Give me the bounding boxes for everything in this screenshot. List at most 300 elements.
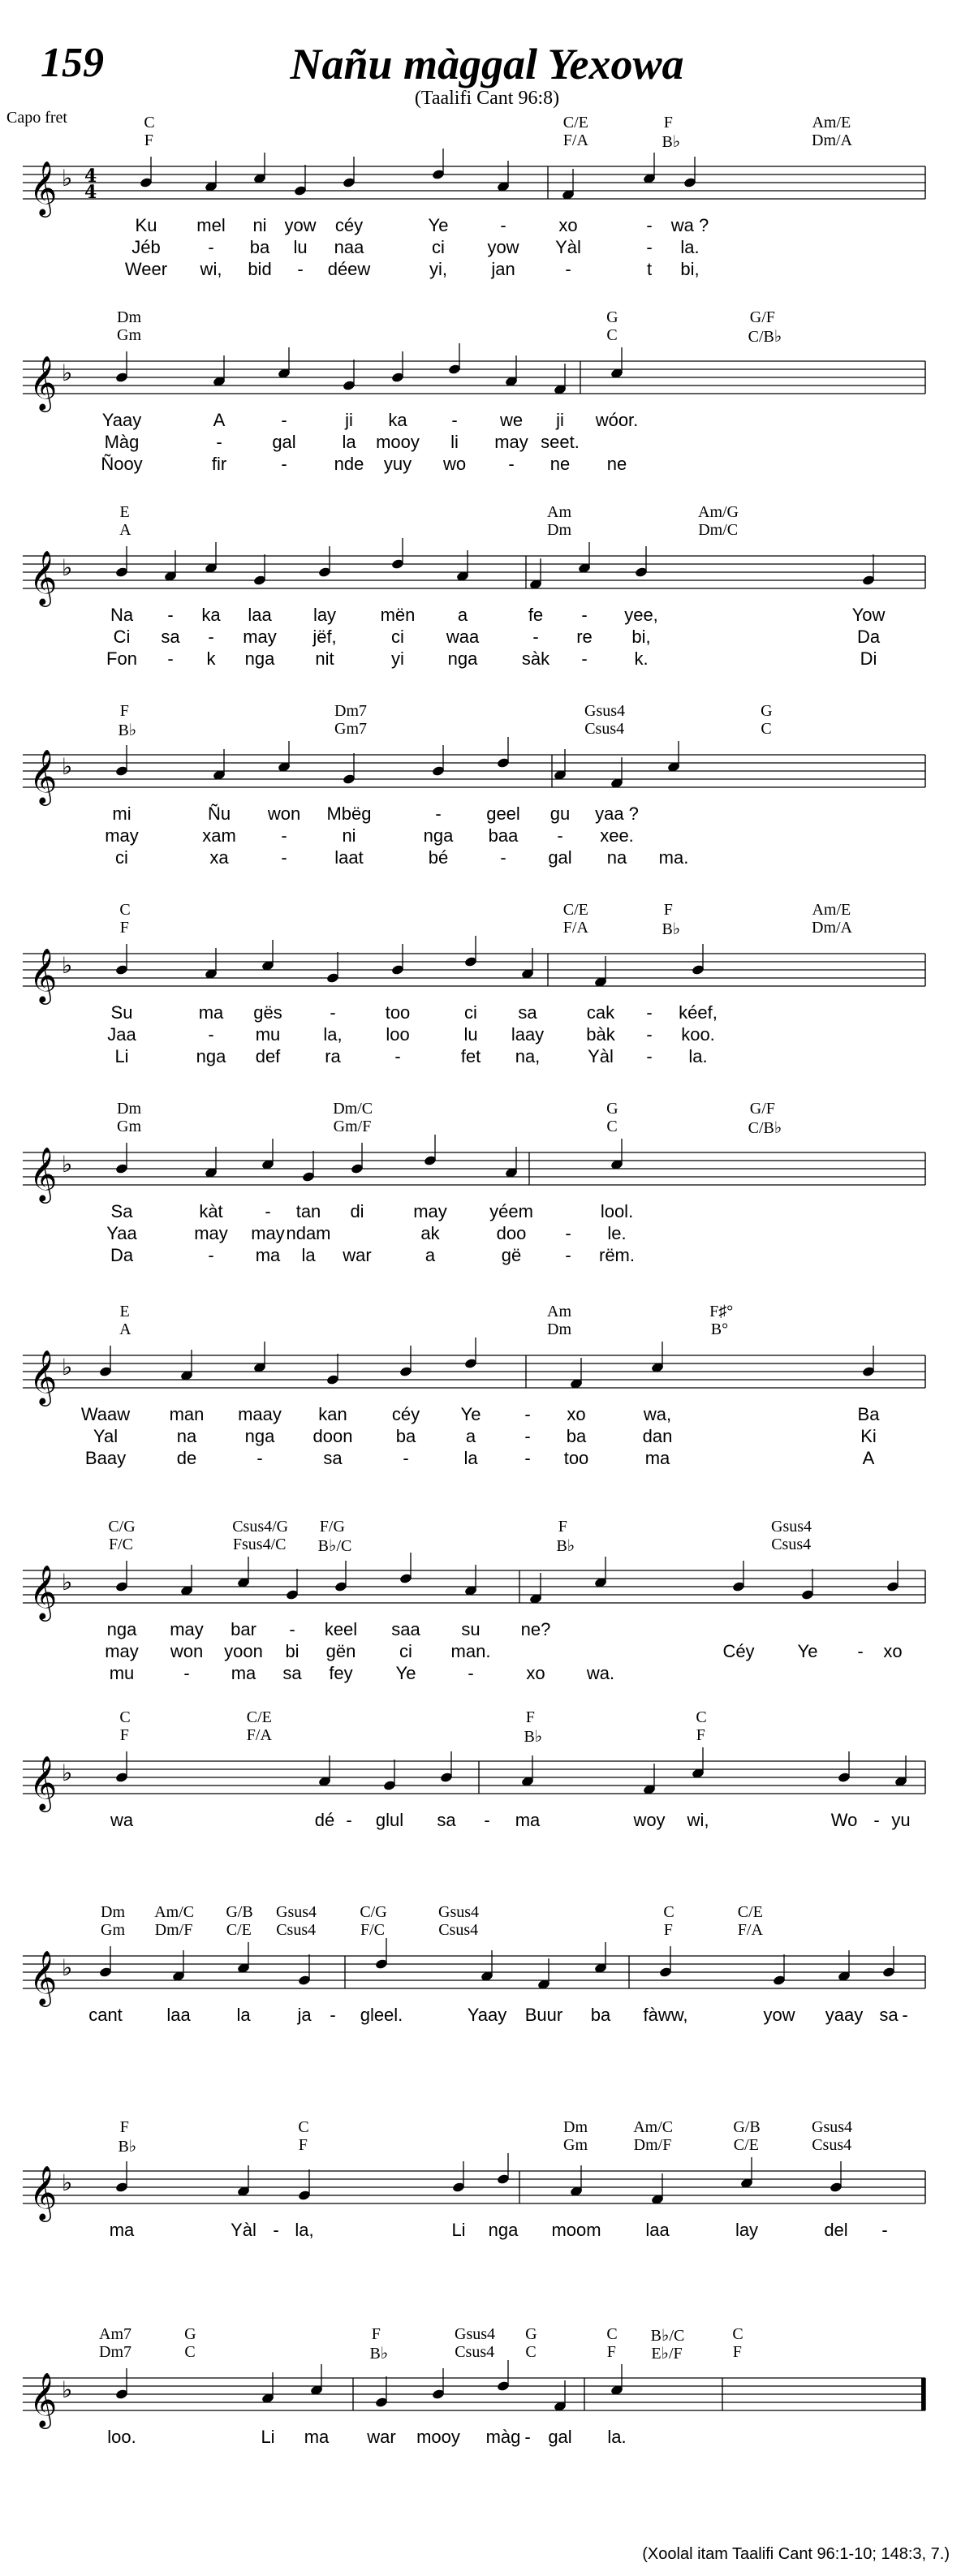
- lyric-syllable: may: [194, 1223, 228, 1243]
- lyric-syllable: fet: [460, 1046, 481, 1066]
- capo-chord-symbol: F: [663, 1921, 673, 1939]
- lyric-syllable: bar: [231, 1619, 256, 1639]
- lyric-syllable: yéem: [489, 1201, 533, 1221]
- lyric-syllable: déew: [327, 259, 371, 279]
- key-signature-flat-icon: ♭: [62, 360, 73, 386]
- lyric-syllable: dan: [642, 1426, 673, 1446]
- lyric-syllable: bi,: [680, 259, 700, 279]
- capo-chord-symbol: F: [119, 1726, 129, 1744]
- lyric-syllable: lu: [293, 237, 308, 257]
- music-system: [0, 1903, 974, 2066]
- lyric-syllable: nga: [106, 1619, 137, 1639]
- lyric-syllable: -: [394, 1046, 401, 1066]
- lyric-syllable: man.: [450, 1641, 491, 1661]
- lyric-syllable: rëm.: [599, 1245, 635, 1265]
- lyric-syllable: laa: [645, 2220, 670, 2240]
- lyric-syllable: nga: [244, 1426, 275, 1446]
- lyric-syllable: nit: [315, 648, 334, 669]
- lyric-syllable: wa ?: [670, 215, 709, 235]
- lyric-syllable: may: [494, 432, 528, 452]
- lyric-syllable: mu: [255, 1024, 281, 1045]
- lyric-syllable: ak: [420, 1223, 440, 1243]
- chord-symbol: B♭/C: [650, 2327, 685, 2345]
- lyric-syllable: -: [581, 648, 588, 669]
- capo-chord-symbol: Csus4: [438, 1921, 479, 1939]
- chord-symbol: F: [558, 1518, 567, 1536]
- lyric-syllable: bi: [285, 1641, 300, 1661]
- lyric-syllable: la.: [688, 1046, 708, 1066]
- lyric-syllable: mel: [196, 215, 226, 235]
- lyric-syllable: Mbëg: [326, 803, 372, 824]
- lyric-syllable: ji: [556, 410, 564, 430]
- lyric-syllable: la: [463, 1448, 478, 1468]
- music-system: [0, 308, 974, 474]
- lyric-syllable: ma: [255, 1245, 281, 1265]
- lyric-syllable: gës: [253, 1002, 282, 1023]
- lyric-syllable: Yaa: [106, 1223, 137, 1243]
- lyric-syllable: xo: [567, 1404, 586, 1424]
- chord-symbol: E: [119, 1303, 130, 1320]
- music-system: [0, 1518, 974, 1683]
- lyric-syllable: ma: [515, 1810, 541, 1830]
- lyric-syllable: wa.: [586, 1663, 615, 1683]
- lyric-syllable: A: [213, 410, 226, 430]
- capo-chord-symbol: B♭/C: [317, 1537, 352, 1555]
- lyric-syllable: -: [281, 454, 287, 474]
- lyric-syllable: wa,: [643, 1404, 672, 1424]
- lyric-syllable: céy: [334, 215, 364, 235]
- lyric-syllable: mooy: [416, 2427, 460, 2447]
- lyric-syllable: fey: [329, 1663, 353, 1683]
- lyric-syllable: lool.: [600, 1201, 634, 1221]
- capo-chord-symbol: Gm: [117, 326, 141, 344]
- capo-chord-symbol: C: [606, 1118, 618, 1135]
- chord-symbol: Am: [547, 1303, 571, 1320]
- lyric-syllable: seet.: [541, 432, 580, 452]
- capo-chord-symbol: Gm: [117, 1118, 141, 1135]
- lyric-syllable: nga: [196, 1046, 226, 1066]
- capo-chord-symbol: B♭: [662, 920, 681, 938]
- lyric-syllable: -: [508, 454, 515, 474]
- lyric-syllable: gu: [549, 803, 571, 824]
- capo-chord-symbol: F: [119, 919, 129, 937]
- lyric-syllable: maay: [238, 1404, 282, 1424]
- lyric-syllable: di: [350, 1201, 364, 1221]
- lyric-syllable: la: [236, 2005, 251, 2025]
- lyric-syllable: a: [425, 1245, 436, 1265]
- capo-chord-symbol: F: [696, 1726, 705, 1744]
- staff: [0, 1753, 974, 1850]
- lyric-syllable: ba: [249, 237, 270, 257]
- lyric-syllable: Buur: [524, 2005, 563, 2025]
- capo-chord-symbol: F/A: [562, 919, 588, 937]
- lyric-syllable: -: [273, 2220, 279, 2240]
- capo-chord-symbol: F: [144, 131, 153, 149]
- lyric-syllable: Li: [114, 1046, 129, 1066]
- music-system: [0, 2325, 974, 2488]
- chord-symbol: C/E: [562, 114, 588, 131]
- lyric-syllable: laa: [166, 2005, 191, 2025]
- chord-symbol: Gsus4: [811, 2118, 853, 2136]
- lyric-syllable: sa: [282, 1663, 302, 1683]
- treble-clef-icon: 𝄞: [29, 2371, 58, 2427]
- lyric-syllable: bé: [428, 847, 449, 868]
- lyric-syllable: ra: [325, 1046, 341, 1066]
- staff: [0, 2370, 974, 2467]
- lyric-syllable: xam: [202, 825, 236, 846]
- lyric-syllable: Yaay: [467, 2005, 507, 2025]
- lyric-syllable: war: [343, 1245, 372, 1265]
- lyric-syllable: -: [403, 1448, 409, 1468]
- lyric-syllable: ci: [432, 237, 445, 257]
- lyric-syllable: def: [255, 1046, 281, 1066]
- lyric-syllable: -: [524, 1448, 531, 1468]
- lyric-syllable: gën: [325, 1641, 356, 1661]
- lyric-syllable: Yal: [93, 1426, 119, 1446]
- lyric-syllable: Ba: [857, 1404, 880, 1424]
- lyric-syllable: gal: [548, 847, 572, 868]
- capo-chord-symbol: Dm/C: [698, 521, 739, 539]
- lyric-syllable: yow: [284, 215, 317, 235]
- lyric-syllable: -: [468, 1663, 474, 1683]
- chord-symbol: G/F: [749, 308, 775, 326]
- chord-symbol: E: [119, 503, 130, 521]
- chord-symbol: C: [119, 1708, 131, 1726]
- lyric-syllable: -: [346, 1810, 352, 1830]
- lyric-syllable: le.: [607, 1223, 627, 1243]
- lyric-syllable: Yàl: [588, 1046, 614, 1066]
- treble-clef-icon: 𝄞: [29, 748, 58, 803]
- lyric-syllable: Yàl: [555, 237, 581, 257]
- lyric-syllable: -: [565, 1245, 571, 1265]
- lyric-syllable: Ye: [395, 1663, 416, 1683]
- lyric-syllable: loo: [386, 1024, 410, 1045]
- time-signature: 4: [84, 166, 97, 187]
- lyric-syllable: su: [461, 1619, 481, 1639]
- lyric-syllable: -: [289, 1619, 295, 1639]
- capo-chord-symbol: A: [119, 1320, 131, 1338]
- lyric-syllable: wóor.: [595, 410, 639, 430]
- lyric-syllable: sa: [323, 1448, 343, 1468]
- lyric-syllable: naa: [334, 237, 364, 257]
- lyric-syllable: del: [824, 2220, 848, 2240]
- lyric-syllable: bi,: [631, 627, 651, 647]
- chord-symbol: Am/E: [812, 901, 851, 919]
- lyric-syllable: yaay: [825, 2005, 864, 2025]
- chord-symbol: C: [298, 2118, 309, 2136]
- treble-clef-icon: 𝄞: [29, 1349, 58, 1404]
- lyric-syllable: nga: [488, 2220, 519, 2240]
- capo-label: Capo fret: [6, 109, 67, 127]
- lyric-syllable: ne?: [520, 1619, 551, 1639]
- lyric-syllable: wi,: [687, 1810, 709, 1830]
- footer-reference: (Xoolal itam Taalifi Cant 96:1-10; 148:3, 7.): [642, 2545, 950, 2563]
- lyric-syllable: xo: [883, 1641, 903, 1661]
- lyric-syllable: ba: [395, 1426, 416, 1446]
- lyric-syllable: Wo: [830, 1810, 858, 1830]
- chord-symbol: C: [119, 901, 131, 919]
- lyric-syllable: keel: [324, 1619, 358, 1639]
- lyric-syllable: -: [281, 847, 287, 868]
- lyric-syllable: sa: [161, 627, 180, 647]
- staff: [0, 1144, 974, 1242]
- lyric-syllable: Ye: [460, 1404, 481, 1424]
- key-signature-flat-icon: ♭: [62, 952, 73, 979]
- lyric-syllable: Yàl: [231, 2220, 256, 2240]
- lyric-syllable: Da: [110, 1245, 134, 1265]
- lyric-syllable: war: [367, 2427, 396, 2447]
- chord-symbol: Am/C: [154, 1903, 195, 1921]
- capo-chord-symbol: Gm/F: [333, 1118, 372, 1135]
- lyric-syllable: too: [563, 1448, 589, 1468]
- capo-chord-symbol: Dm7: [99, 2343, 131, 2361]
- lyric-syllable: Fon: [106, 648, 137, 669]
- music-system: [0, 702, 974, 868]
- lyric-syllable: ma.: [658, 847, 689, 868]
- lyric-syllable: màg: [485, 2427, 521, 2447]
- capo-chord-symbol: A: [119, 521, 131, 539]
- lyric-syllable: too: [385, 1002, 411, 1023]
- capo-chord-symbol: F/C: [108, 1536, 134, 1553]
- lyric-syllable: may: [243, 627, 277, 647]
- lyric-syllable: Na: [110, 605, 134, 625]
- lyric-syllable: la.: [607, 2427, 627, 2447]
- lyric-syllable: -: [532, 627, 539, 647]
- chord-symbol: G/B: [226, 1903, 253, 1921]
- lyric-syllable: -: [524, 1426, 531, 1446]
- lyric-syllable: ba: [566, 1426, 587, 1446]
- chord-symbol: G: [525, 2325, 537, 2343]
- lyric-syllable: man: [169, 1404, 205, 1424]
- lyric-syllable: -: [208, 627, 214, 647]
- chord-symbol: C: [663, 1903, 674, 1921]
- chord-symbol: C/E: [246, 1708, 272, 1726]
- lyric-syllable: Ñooy: [101, 454, 143, 474]
- chord-symbol: C: [606, 2325, 618, 2343]
- key-signature-flat-icon: ♭: [62, 753, 73, 780]
- chord-symbol: Am/E: [812, 114, 851, 131]
- capo-chord-symbol: Csus4: [771, 1536, 812, 1553]
- lyric-syllable: may: [170, 1619, 204, 1639]
- lyric-syllable: na,: [515, 1046, 541, 1066]
- chord-symbol: F: [525, 1708, 535, 1726]
- chord-symbol: G: [761, 702, 773, 720]
- lyric-syllable: -: [646, 1002, 653, 1023]
- music-system: [0, 1303, 974, 1468]
- chord-symbol: C: [696, 1708, 707, 1726]
- lyric-syllable: mooy: [376, 432, 420, 452]
- chord-symbol: Am: [547, 503, 571, 521]
- lyric-syllable: -: [208, 1245, 214, 1265]
- lyric-syllable: ma: [198, 1002, 224, 1023]
- chord-symbol: Am/G: [698, 503, 739, 521]
- lyric-syllable: geel: [486, 803, 520, 824]
- capo-chord-symbol: Dm: [547, 1320, 571, 1338]
- staff: [0, 1347, 974, 1445]
- lyric-syllable: -: [646, 237, 653, 257]
- key-signature-flat-icon: ♭: [62, 1569, 73, 1596]
- lyric-syllable: sa: [437, 1810, 456, 1830]
- lyric-syllable: ja: [297, 2005, 312, 2025]
- lyric-syllable: koo.: [681, 1024, 715, 1045]
- lyric-syllable: kan: [318, 1404, 347, 1424]
- lyric-syllable: lay: [735, 2220, 759, 2240]
- chord-symbol: Csus4/G: [232, 1518, 289, 1536]
- lyric-syllable: -: [565, 259, 571, 279]
- music-system: [0, 2118, 974, 2281]
- chord-symbol: G: [606, 1100, 618, 1118]
- music-system: [0, 1708, 974, 1871]
- lyric-syllable: bàk: [586, 1024, 615, 1045]
- lyric-syllable: gë: [501, 1245, 522, 1265]
- lyric-syllable: na: [176, 1426, 197, 1446]
- lyric-syllable: glul: [375, 1810, 404, 1830]
- staff: [0, 548, 974, 645]
- lyric-syllable: bid: [248, 259, 272, 279]
- capo-chord-symbol: Csus4: [455, 2343, 495, 2361]
- chord-symbol: F: [371, 2325, 381, 2343]
- chord-symbol: C/E: [562, 901, 588, 919]
- key-signature-flat-icon: ♭: [62, 1354, 73, 1381]
- lyric-syllable: cant: [88, 2005, 123, 2025]
- chord-symbol: Am7: [99, 2325, 131, 2343]
- capo-chord-symbol: Csus4: [812, 2136, 852, 2154]
- music-system: [0, 1100, 974, 1265]
- time-signature: 4: [84, 182, 97, 203]
- chord-symbol: G/F: [749, 1100, 775, 1118]
- capo-chord-symbol: Dm/A: [812, 131, 852, 149]
- capo-chord-symbol: C: [184, 2343, 196, 2361]
- capo-chord-symbol: B♭: [556, 1537, 575, 1555]
- lyric-syllable: kàt: [199, 1201, 223, 1221]
- lyric-syllable: -: [565, 1223, 571, 1243]
- lyric-syllable: sàk: [521, 648, 550, 669]
- lyric-syllable: jëf,: [312, 627, 337, 647]
- lyric-syllable: la: [342, 432, 356, 452]
- capo-chord-symbol: C: [761, 720, 772, 738]
- chord-symbol: Dm: [117, 1100, 141, 1118]
- chord-symbol: Dm: [563, 2118, 588, 2136]
- key-signature-flat-icon: ♭: [62, 554, 73, 581]
- lyric-syllable: waa: [446, 627, 480, 647]
- lyric-syllable: céy: [391, 1404, 420, 1424]
- lyric-syllable: Jéb: [131, 237, 161, 257]
- lyric-syllable: -: [857, 1641, 864, 1661]
- lyric-syllable: a: [457, 605, 468, 625]
- key-signature-flat-icon: ♭: [62, 2376, 73, 2403]
- lyric-syllable: t: [646, 259, 653, 279]
- lyric-syllable: Yaay: [101, 410, 142, 430]
- lyric-syllable: fir: [211, 454, 227, 474]
- lyric-syllable: ci: [464, 1002, 477, 1023]
- lyric-syllable: mën: [380, 605, 416, 625]
- capo-chord-symbol: F/C: [360, 1921, 386, 1939]
- chord-symbol: G: [606, 308, 618, 326]
- lyric-syllable: Yow: [851, 605, 886, 625]
- lyric-syllable: yow: [487, 237, 519, 257]
- lyric-syllable: cak: [586, 1002, 615, 1023]
- lyric-syllable: Ku: [135, 215, 157, 235]
- lyric-syllable: -: [646, 215, 653, 235]
- lyric-syllable: may: [413, 1201, 447, 1221]
- treble-clef-icon: 𝄞: [29, 1949, 58, 2005]
- lyric-syllable: yuy: [383, 454, 412, 474]
- lyric-syllable: Li: [261, 2427, 275, 2447]
- lyric-syllable: Céy: [722, 1641, 755, 1661]
- chord-symbol: C/E: [737, 1903, 763, 1921]
- key-signature-flat-icon: ♭: [62, 1954, 73, 1981]
- capo-chord-symbol: Dm: [547, 521, 571, 539]
- capo-chord-symbol: Dm/F: [154, 1921, 193, 1939]
- treble-clef-icon: 𝄞: [29, 1146, 58, 1201]
- lyric-syllable: yu: [891, 1810, 911, 1830]
- chord-symbol: F: [119, 702, 129, 720]
- lyric-syllable: -: [281, 410, 287, 430]
- lyric-syllable: Màg: [104, 432, 140, 452]
- lyric-syllable: yoon: [224, 1641, 263, 1661]
- chord-symbol: Am/C: [633, 2118, 674, 2136]
- lyric-syllable: -: [484, 1810, 490, 1830]
- lyric-syllable: ba: [590, 2005, 611, 2025]
- lyric-syllable: woy: [633, 1810, 666, 1830]
- lyric-syllable: mi: [112, 803, 131, 824]
- capo-chord-symbol: C/B♭: [748, 328, 782, 346]
- lyric-syllable: gal: [272, 432, 296, 452]
- lyric-syllable: -: [435, 803, 442, 824]
- lyric-syllable: -: [902, 2005, 908, 2025]
- lyric-syllable: Ki: [860, 1426, 877, 1446]
- capo-chord-symbol: B♭: [662, 133, 681, 151]
- lyric-syllable: saa: [391, 1619, 420, 1639]
- lyric-syllable: -: [330, 2005, 336, 2025]
- chord-symbol: F♯°: [709, 1303, 734, 1320]
- chord-symbol: F: [119, 2118, 129, 2136]
- capo-chord-symbol: F: [606, 2343, 616, 2361]
- lyric-syllable: -: [581, 605, 588, 625]
- lyric-syllable: Di: [860, 648, 877, 669]
- lyric-syllable: -: [208, 237, 214, 257]
- lyric-syllable: ma: [231, 1663, 256, 1683]
- chord-symbol: Gsus4: [454, 2325, 496, 2343]
- lyric-syllable: won: [267, 803, 301, 824]
- lyric-syllable: ci: [391, 627, 404, 647]
- lyric-syllable: may: [251, 1223, 285, 1243]
- lyric-syllable: doo: [496, 1223, 527, 1243]
- lyric-syllable: Su: [110, 1002, 133, 1023]
- capo-chord-symbol: Csus4: [584, 720, 625, 738]
- capo-chord-symbol: E♭/F: [651, 2345, 683, 2363]
- capo-chord-symbol: Gm: [101, 1921, 125, 1939]
- lyric-syllable: Li: [451, 2220, 466, 2240]
- treble-clef-icon: 𝄞: [29, 1564, 58, 1619]
- capo-chord-symbol: F: [732, 2343, 742, 2361]
- lyric-syllable: laat: [334, 847, 364, 868]
- chord-symbol: Gsus4: [584, 702, 626, 720]
- lyric-syllable: -: [265, 1201, 271, 1221]
- capo-chord-symbol: F/A: [246, 1726, 272, 1744]
- lyric-syllable: kéef,: [679, 1002, 718, 1023]
- lyric-syllable: loo.: [107, 2427, 136, 2447]
- staff: [0, 353, 974, 450]
- lyric-syllable: fe: [528, 605, 544, 625]
- music-system: [0, 901, 974, 1066]
- chord-symbol: Gsus4: [770, 1518, 812, 1536]
- capo-chord-symbol: C/B♭: [748, 1119, 782, 1137]
- music-system: [0, 114, 974, 279]
- lyric-syllable: re: [576, 627, 593, 647]
- music-system: [0, 503, 974, 669]
- lyric-syllable: -: [646, 1024, 653, 1045]
